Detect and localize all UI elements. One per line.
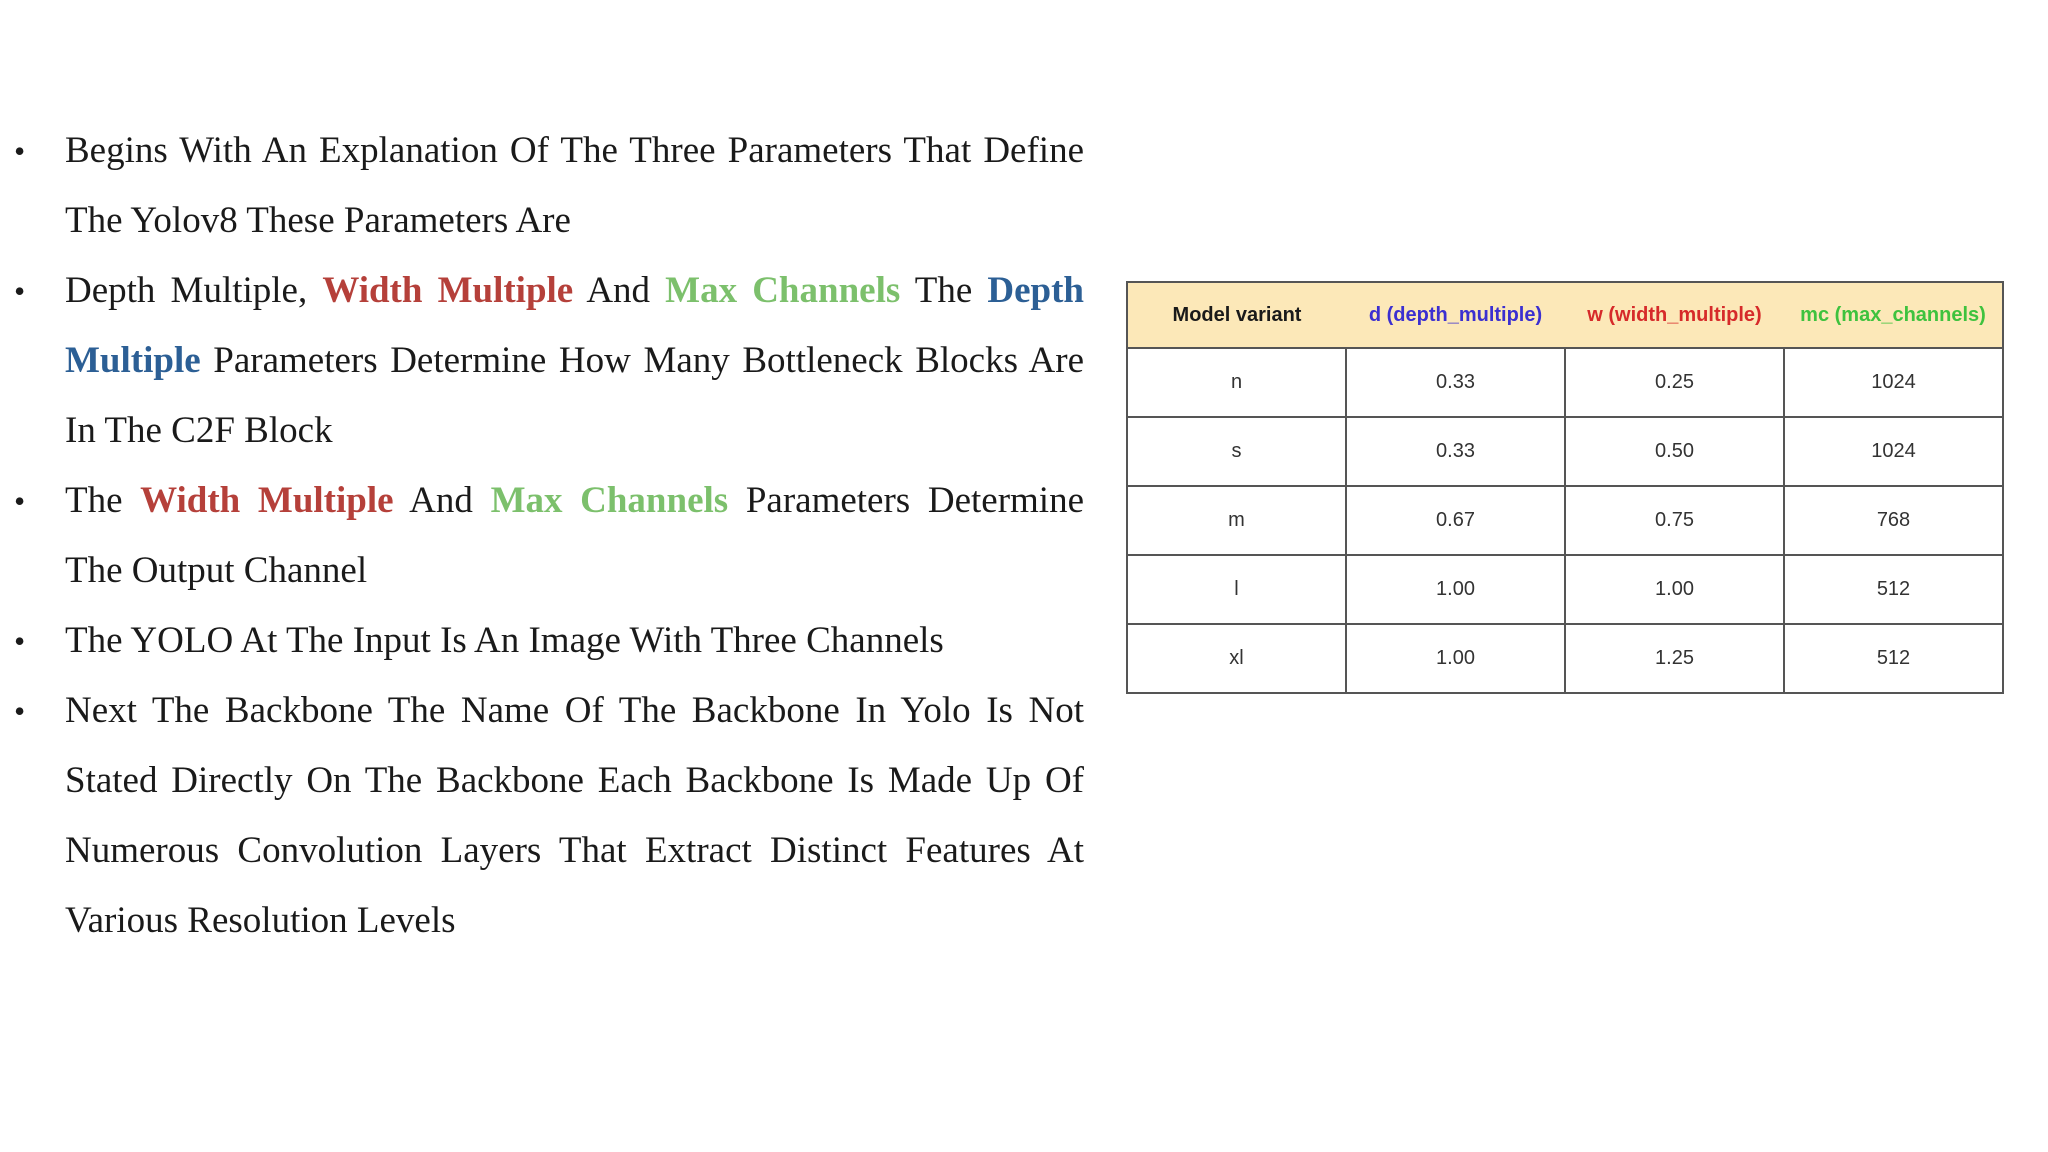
cell-width: 0.25 (1565, 348, 1784, 417)
model-variant-table (1126, 281, 2004, 694)
cell-variant: xl (1127, 624, 1346, 693)
max-channels-highlight: Max Channels (490, 480, 729, 521)
bullet-list (14, 116, 1084, 956)
bullet-3-text-c: Parameters Determine The Output Channel (65, 480, 1084, 591)
model-variant-table-container (1126, 281, 2004, 694)
table-row (1127, 486, 2003, 555)
cell-width: 1.00 (1565, 555, 1784, 624)
bullet-3-text-b: And (393, 480, 491, 521)
header-max-channels: mc (max_channels) (1784, 282, 2003, 348)
cell-max-channels: 768 (1784, 486, 2003, 555)
cell-max-channels: 512 (1784, 624, 2003, 693)
cell-variant: n (1127, 348, 1346, 417)
width-multiple-highlight: Width Multiple (140, 480, 394, 521)
cell-max-channels: 1024 (1784, 348, 2003, 417)
cell-variant: m (1127, 486, 1346, 555)
bullet-2-text-c: The (900, 270, 988, 311)
depth-multiple-highlight: Depth Multiple (65, 270, 1084, 381)
table-row (1127, 348, 2003, 417)
cell-depth: 1.00 (1346, 555, 1565, 624)
cell-depth: 0.33 (1346, 348, 1565, 417)
cell-depth: 0.33 (1346, 417, 1565, 486)
cell-max-channels: 1024 (1784, 417, 2003, 486)
bullet-4-text: The YOLO At The Input Is An Image With Three Channels (65, 620, 944, 661)
table-header-row (1127, 282, 2003, 348)
header-model-variant: Model variant (1127, 282, 1346, 348)
cell-variant: l (1127, 555, 1346, 624)
table-row (1127, 624, 2003, 693)
bullet-item-4 (14, 606, 1084, 676)
cell-max-channels: 512 (1784, 555, 2003, 624)
bullet-item-5 (14, 676, 1084, 956)
bullet-2-text-b: And (573, 270, 666, 311)
bullet-2-text-d: Parameters Determine How Many Bottleneck Blocks Are In The C2F Block (65, 340, 1084, 451)
bullet-item-1 (14, 116, 1084, 256)
bullet-5-text: Next The Backbone The Name Of The Backbone In Yolo Is Not Stated Directly On The Backbone Each Backbone Is Made Up Of Numerous Convolution Layers That Extract Distinct Features At Various Resolution Levels (65, 690, 1084, 941)
cell-depth: 1.00 (1346, 624, 1565, 693)
cell-width: 0.50 (1565, 417, 1784, 486)
header-depth-multiple: d (depth_multiple) (1346, 282, 1565, 348)
cell-depth: 0.67 (1346, 486, 1565, 555)
header-width-multiple: w (width_multiple) (1565, 282, 1784, 348)
max-channels-highlight: Max Channels (665, 270, 901, 311)
bullet-item-2 (14, 256, 1084, 466)
bullet-2-text-a: Depth Multiple, (65, 270, 323, 311)
cell-width: 0.75 (1565, 486, 1784, 555)
table-row (1127, 555, 2003, 624)
cell-variant: s (1127, 417, 1346, 486)
bullet-3-text-a: The (65, 480, 141, 521)
cell-width: 1.25 (1565, 624, 1784, 693)
table-row (1127, 417, 2003, 486)
bullet-item-3 (14, 466, 1084, 606)
bullet-1-text: Begins With An Explanation Of The Three Parameters That Define The Yolov8 These Parameters Are (65, 130, 1084, 241)
width-multiple-highlight: Width Multiple (322, 270, 574, 311)
